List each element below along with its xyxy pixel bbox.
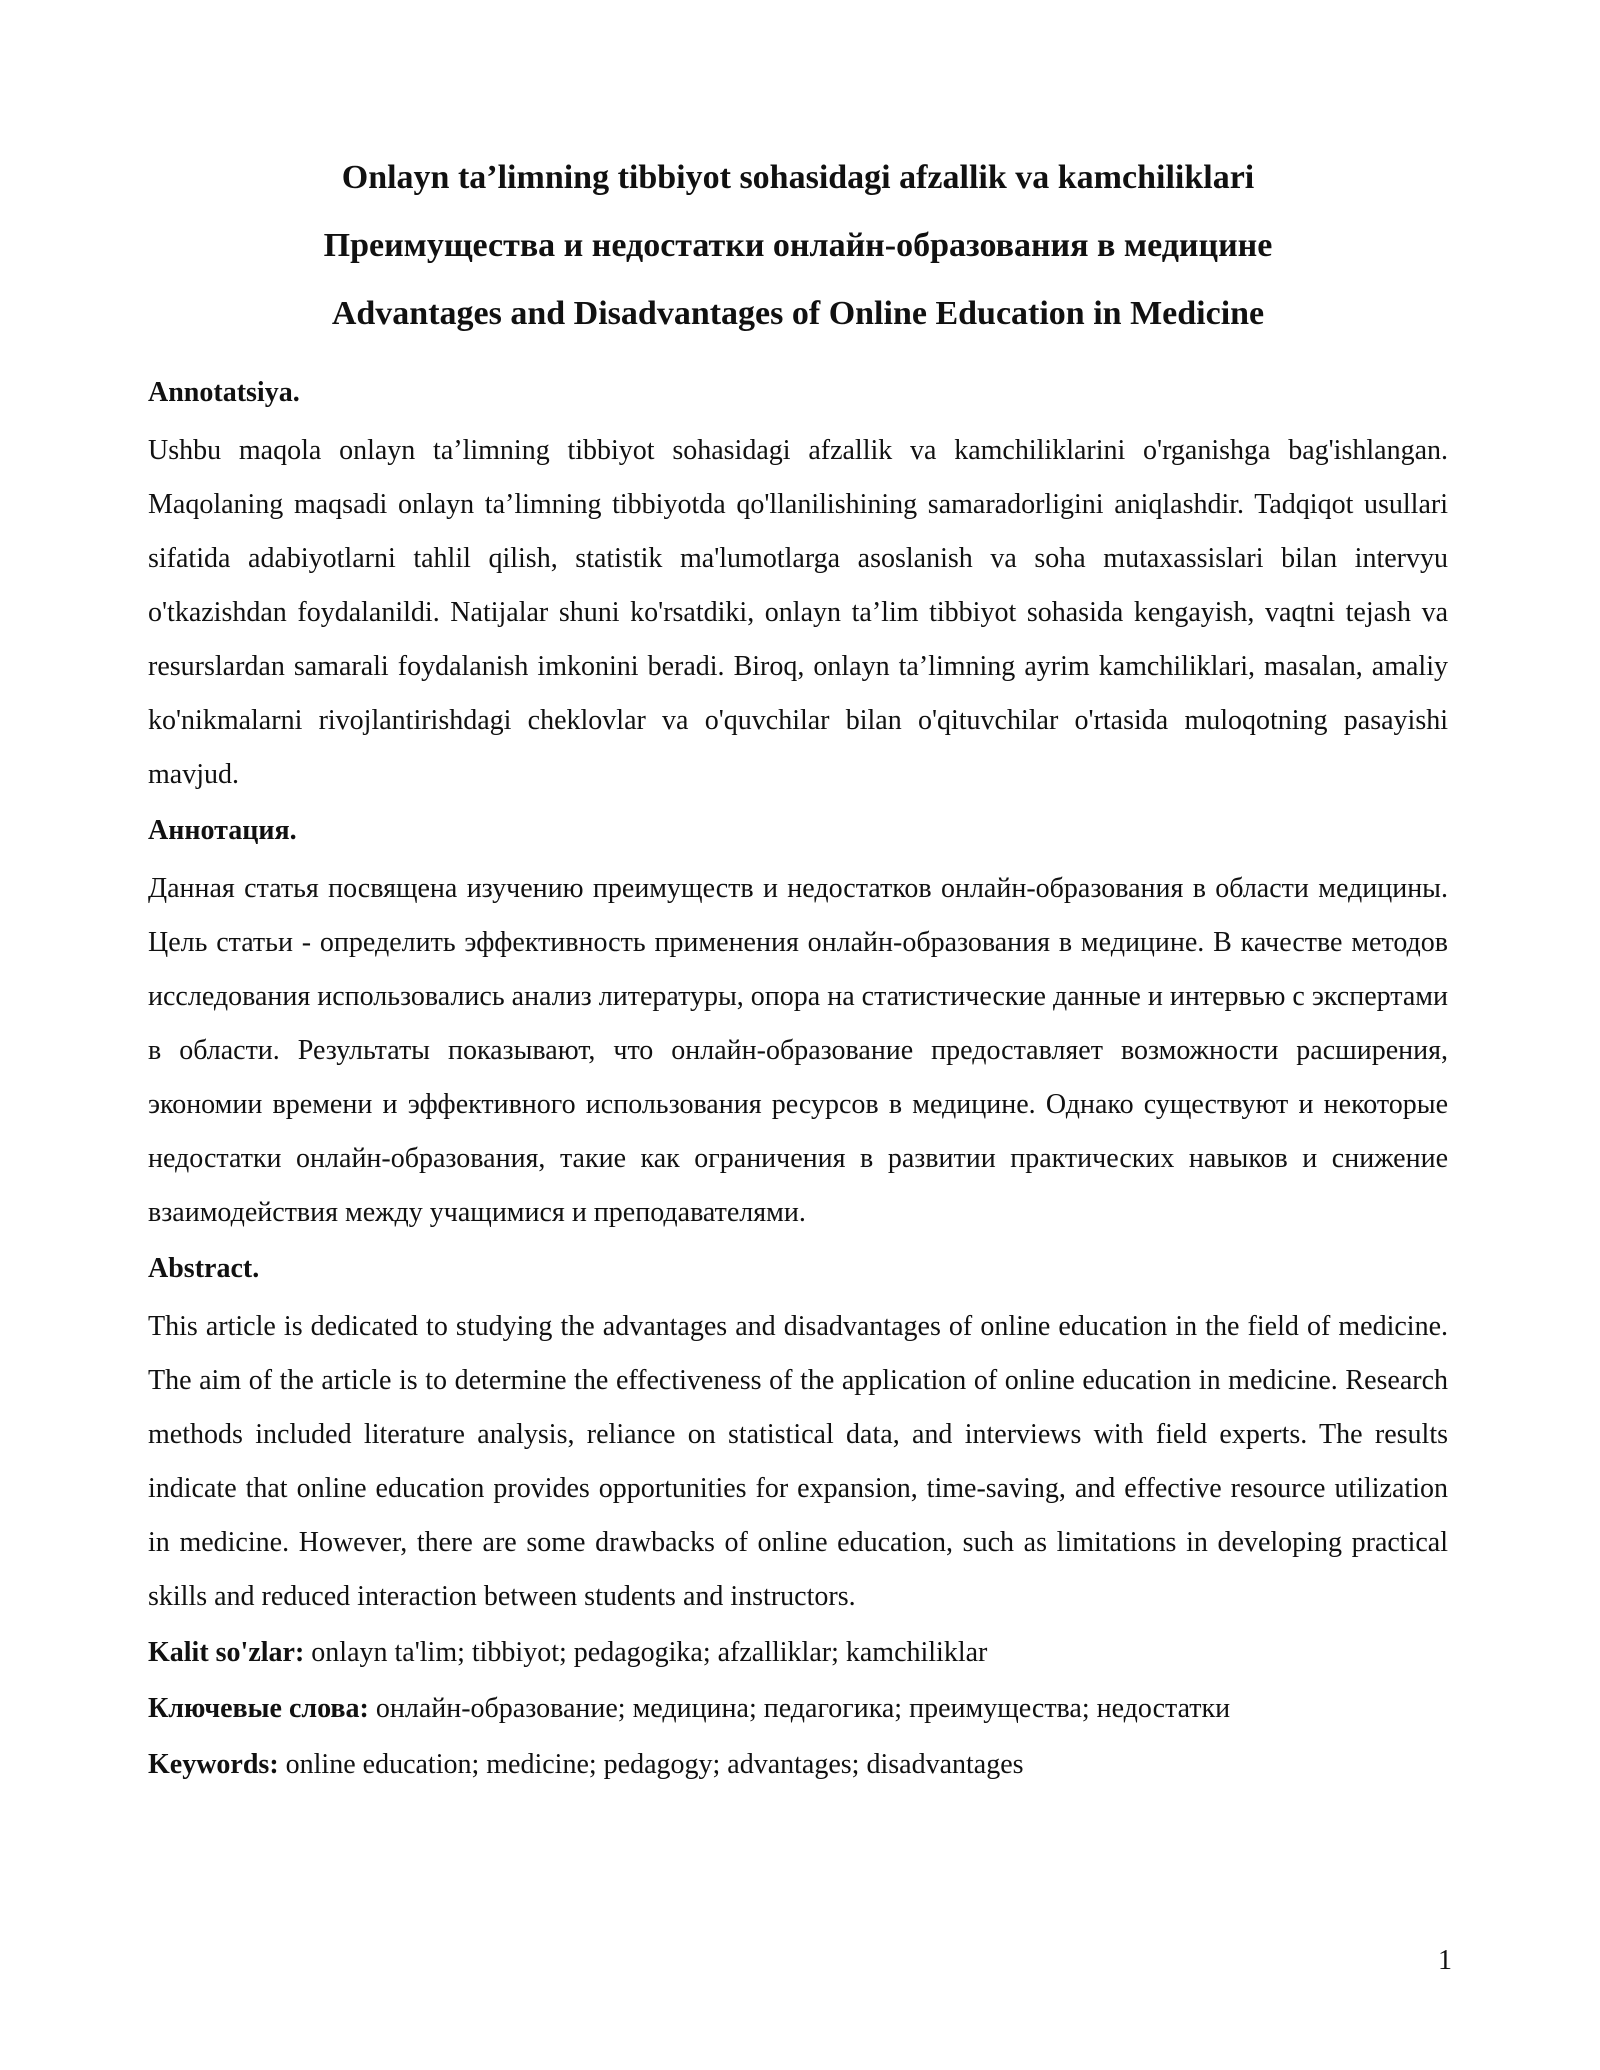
keywords-english-value: online education; medicine; pedagogy; advantages; disadvantages: [278, 1749, 1024, 1780]
abstract-english-heading: Abstract.: [148, 1253, 260, 1284]
annotation-russian-body: Данная статья посвящена изучению преимуществ и недостатков онлайн-образования в области медицины. Цель статьи - определить эффективность применения онлайн-образования в медицине. В качестве методов исследования использовались анализ литературы, опора на статистические данные и интервью с экспертами в области. Результаты показывают, что онлайн-образование предоставляет возможности расширения, экономии времени и эффективного использования ресурсов в медицине. Однако существуют и некоторые недостатки онлайн-образования, такие как ограничения в развитии практических навыков и снижение взаимодействия между учащимися и преподавателями.: [148, 873, 1448, 1228]
keywords-english-label: Keywords:: [148, 1749, 279, 1780]
abstract-english-section: [148, 1250, 1448, 1624]
title-block: [148, 144, 1448, 348]
paper-page: [148, 144, 1448, 1802]
keywords-uzbek: [148, 1634, 1448, 1672]
keywords-russian-value: онлайн-образование; медицина; педагогика; преимущества; недостатки: [368, 1693, 1231, 1724]
keywords-english: [148, 1746, 1448, 1784]
annotation-uzbek-heading: Annotatsiya.: [148, 377, 300, 408]
keywords-russian: [148, 1690, 1448, 1728]
annotation-uzbek-section: [148, 374, 1448, 802]
keywords-uzbek-label: Kalit so'zlar:: [148, 1637, 305, 1668]
title-english: Advantages and Disadvantages of Online Education in Medicine: [331, 295, 1265, 332]
title-russian: Преимущества и недостатки онлайн-образования в медицине: [323, 227, 1273, 264]
abstract-english-body: This article is dedicated to studying the advantages and disadvantages of online education in the field of medicine. The aim of the article is to determine the effectiveness of the application of online education in medicine. Research methods included literature analysis, reliance on statistical data, and interviews with field experts. The results indicate that online education provides opportunities for expansion, time-saving, and effective resource utilization in medicine. However, there are some drawbacks of online education, such as limitations in developing practical skills and reduced interaction between students and instructors.: [148, 1311, 1448, 1612]
annotation-russian-section: [148, 812, 1448, 1240]
keywords-uzbek-value: onlayn ta'lim; tibbiyot; pedagogika; afzalliklar; kamchiliklar: [304, 1637, 988, 1668]
page-number: 1: [1438, 1945, 1452, 1976]
title-uzbek: Onlayn ta’limning tibbiyot sohasidagi afzallik va kamchiliklari: [341, 159, 1255, 196]
keywords-russian-label: Ключевые слова:: [148, 1693, 369, 1724]
annotation-uzbek-body: Ushbu maqola onlayn ta’limning tibbiyot sohasidagi afzallik va kamchiliklarini o'rganishga bag'ishlangan. Maqolaning maqsadi onlayn ta’limning tibbiyotda qo'llanilishining samaradorligini aniqlashdir. Tadqiqot usullari sifatida adabiyotlarni tahlil qilish, statistik ma'lumotlarga asoslanish va soha mutaxassislari bilan intervyu o'tkazishdan foydalanildi. Natijalar shuni ko'rsatdiki, onlayn ta’lim tibbiyot sohasida kengayish, vaqtni tejash va resurslardan samarali foydalanish imkonini beradi. Biroq, onlayn ta’limning ayrim kamchiliklari, masalan, amaliy ko'nikmalarni rivojlantirishdagi cheklovlar va o'quvchilar bilan o'qituvchilar o'rtasida muloqotning pasayishi mavjud.: [148, 435, 1448, 790]
annotation-russian-heading: Аннотация.: [148, 815, 297, 846]
